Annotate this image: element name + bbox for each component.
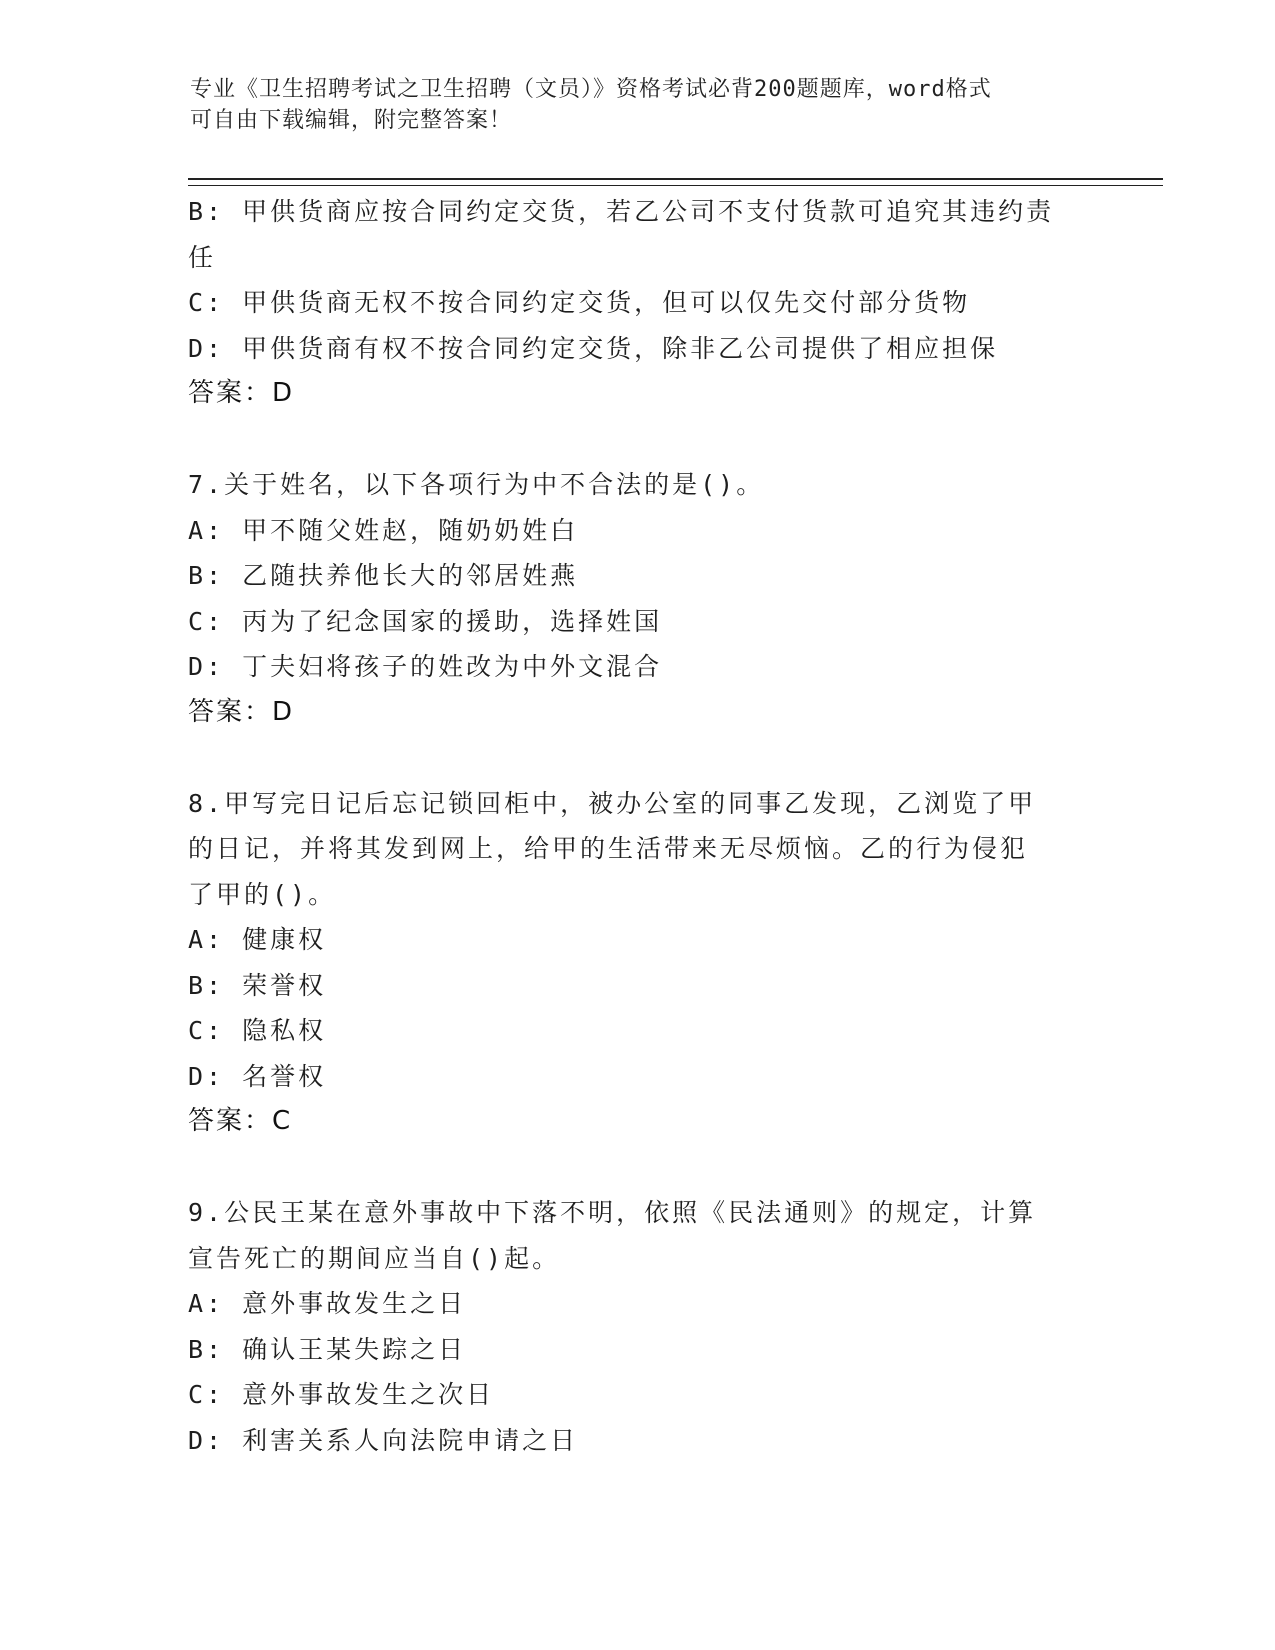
spacer bbox=[188, 1145, 1088, 1191]
question-6-continued bbox=[188, 189, 1088, 417]
option-b: B: 确认王某失踪之日 bbox=[188, 1334, 467, 1364]
header-divider bbox=[188, 178, 1163, 186]
option-a: A: 意外事故发生之日 bbox=[188, 1289, 467, 1318]
question-8 bbox=[188, 781, 1088, 1145]
option-b-line-1: B: 甲供货商应按合同约定交货，若乙公司不支付货款可追究其违约责 bbox=[188, 197, 1055, 226]
header-line-1: 专业《卫生招聘考试之卫生招聘（文员）》资格考试必背200题题库，word格式 bbox=[190, 77, 992, 102]
spacer bbox=[188, 417, 1088, 463]
question-stem-line-1: 9.公民王某在意外事故中下落不明，依照《民法通则》的规定，计算 bbox=[188, 1198, 1037, 1227]
option-d: D: 名誉权 bbox=[188, 1061, 327, 1091]
question-7 bbox=[188, 462, 1088, 735]
option-c: C: 丙为了纪念国家的援助，选择姓国 bbox=[188, 606, 663, 636]
option-b: B: 乙随扶养他长大的邻居姓燕 bbox=[188, 561, 579, 590]
question-stem-line-2: 的日记，并将其发到网上，给甲的生活带来无尽烦恼。乙的行为侵犯 bbox=[188, 834, 1029, 863]
option-d: D: 利害关系人向法院申请之日 bbox=[188, 1425, 579, 1455]
header-line-2: 可自由下载编辑，附完整答案！ bbox=[190, 108, 513, 133]
option-c: C: 意外事故发生之次日 bbox=[188, 1380, 495, 1409]
question-stem-line-2: 宣告死亡的期间应当自()起。 bbox=[188, 1243, 561, 1273]
option-a: A: 甲不随父姓赵，随奶奶姓白 bbox=[188, 515, 579, 545]
question-list bbox=[188, 189, 1088, 1463]
option-c: C: 甲供货商无权不按合同约定交货，但可以仅先交付部分货物 bbox=[188, 288, 971, 317]
option-d: D: 丁夫妇将孩子的姓改为中外文混合 bbox=[188, 652, 663, 681]
question-stem-line-3: 了甲的()。 bbox=[188, 879, 337, 909]
option-b-line-2: 任 bbox=[188, 242, 217, 272]
answer-line: 答案：D bbox=[188, 696, 295, 727]
option-d: D: 甲供货商有权不按合同约定交货，除非乙公司提供了相应担保 bbox=[188, 333, 999, 363]
answer-line: 答案：D bbox=[188, 378, 295, 408]
question-stem: 7.关于姓名，以下各项行为中不合法的是()。 bbox=[188, 470, 765, 499]
question-9 bbox=[188, 1190, 1088, 1463]
answer-line: 答案：C bbox=[188, 1106, 293, 1136]
document-header bbox=[190, 74, 1070, 136]
option-c: C: 隐私权 bbox=[188, 1016, 327, 1045]
option-b: B: 荣誉权 bbox=[188, 970, 327, 1000]
spacer bbox=[188, 735, 1088, 781]
question-stem-line-1: 8.甲写完日记后忘记锁回柜中，被办公室的同事乙发现，乙浏览了甲 bbox=[188, 788, 1037, 818]
option-a: A: 健康权 bbox=[188, 925, 327, 954]
